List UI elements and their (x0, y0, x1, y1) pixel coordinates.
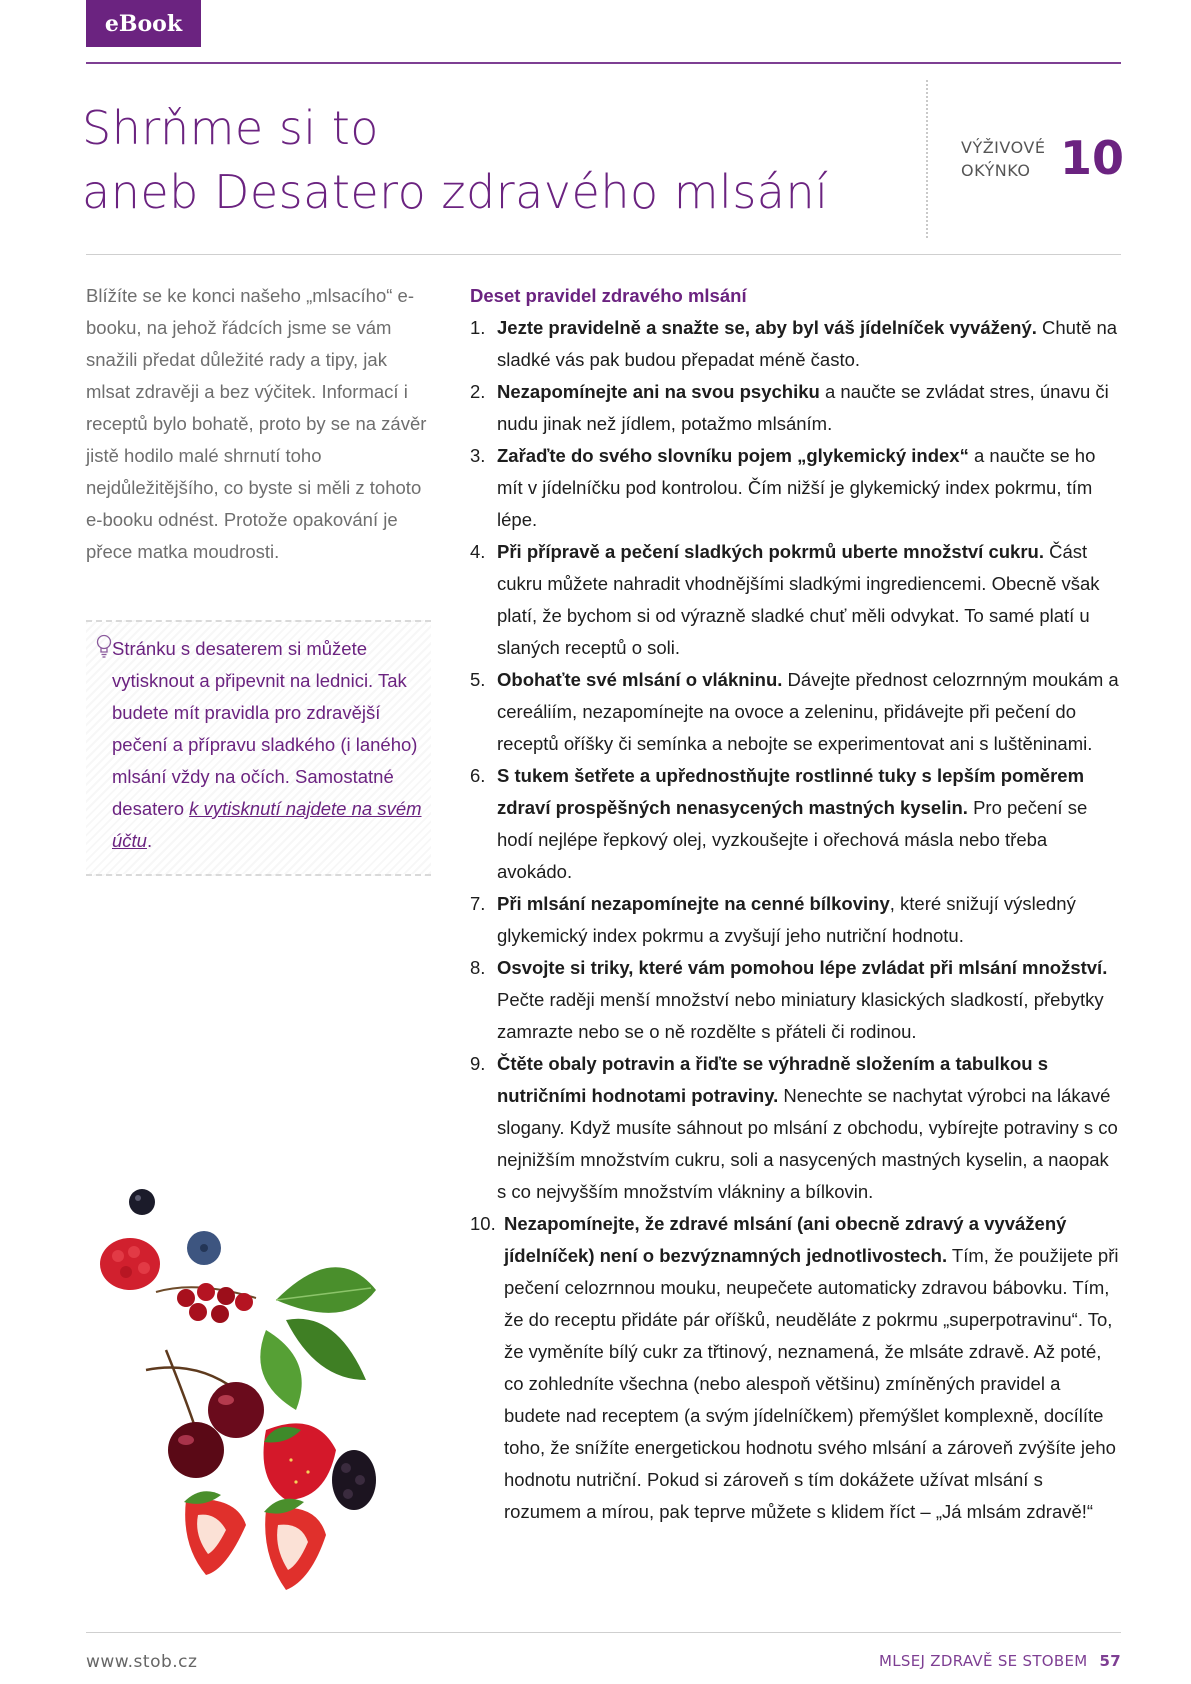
rule-text: Pro pečení se hodí nejlépe řepkový olej, vyzkoušejte i ořechová másla nebo třeba avokádo. (497, 797, 1088, 882)
rule-text: Dávejte přednost celozrnným moukám a cereáliím, nezapomínejte na ovoce a zeleninu, přidávejte při pečení do receptů oříšky či semínka a nebojte se experimentovat ani s luštěninami. (497, 669, 1119, 754)
rule-text: Tím, že použijete při pečení celozrnnou mouku, neupečete automaticky zdravou bábovku. Tím, že do receptu přidáte pár oříšků, neuděláte z pokrmu „superpotravinu“. To, že vyměníte bílý cukr za třtinový, neznamená, že mlsáte zdravě. Až poté, co zohledníte všechna (nebo alespoň většinu) zmíněných pravidel a budete nad receptem (a svým jídelníčkem) přemýšlet komplexně, docílíte toho, že snížíte energetickou hodnotu svého mlsání a zároveň zvýšíte jeho hodnotu nutriční. Pokud si zároveň s tím dokážete užívat mlsání s rozumem a mírou, pak teprve můžete s klidem říct – „Já mlsám zdravě!“ (504, 1245, 1119, 1522)
footer-book-info (840, 1652, 1121, 1670)
header-divider (926, 80, 928, 238)
rule-bold: S tukem šetřete a upřednostňujte rostlinné tuky s lepším poměrem zdraví prospěšných nenasycených mastných kyselin. (497, 765, 1085, 818)
rule-text: , které snižují výsledný glykemický index pokrmu a zvyšují jeho nutriční hodnotu. (497, 893, 1076, 946)
intro-paragraph: Blížíte se ke konci našeho „mlsacího“ e-booku, na jehož řádcích jsme se vám snažili předat důležité rady a tipy, jak mlsat zdravěji a bez výčitek. Informací i receptů bylo bohatě, proto by se na závěr jistě hodilo malé shrnutí toho nejdůležitějšího, co byste si měli z tohoto e-booku odnést. Protože opakování je přece matka moudrosti. (86, 285, 427, 562)
raspberry (100, 1238, 160, 1290)
tip-body: Stránku s desaterem si můžete vytisknout a připevnit na lednici. Tak budete mít pravidla pro zdravější pečení a přípravu sladkého (i laného) mlsání vždy na očích. Samostatné desatero (112, 638, 418, 819)
list-item (470, 952, 1120, 1048)
rule-number: 8. (470, 957, 486, 978)
rule-number: 5. (470, 669, 486, 690)
rule-bold: Nezapomínejte, že zdravé mlsání (ani obecně zdravý a vyvážený jídelníček) není o bezvýznamných jednotlivostech. (504, 1213, 1067, 1266)
cherry (208, 1382, 264, 1438)
rules-heading: Deset pravidel zdravého mlsání (470, 285, 747, 306)
lightbulb-icon (96, 634, 112, 660)
ebook-badge: eBook (86, 0, 201, 47)
rule-text: Nenechte se nachytat výrobci na lákavé slogany. Když musíte sáhnout po mlsání z obchodu, vybírejte potraviny s co nejnižším množstvím cukru, soli a nasycených mastných kyselin, a naopak s co nejvyšším množstvím vlákniny a bílkovin. (497, 1085, 1118, 1202)
rules-section (470, 280, 1120, 1528)
rule-bold: Čtěte obaly potravin a řiďte se výhradně složením a tabulkou s nutričními hodnotami potraviny. (497, 1053, 1048, 1106)
leaf (276, 1267, 376, 1313)
rule-number: 1. (470, 317, 486, 338)
window-label-line-1: VÝŽIVOVÉ (961, 138, 1046, 157)
cherry (168, 1422, 224, 1478)
rule-bold: Zařaďte do svého slovníku pojem „glykemický index“ (497, 445, 969, 466)
print-link[interactable]: k vytisknutí najdete na svém účtu (112, 798, 422, 851)
rule-bold: Jezte pravidelně a snažte se, aby byl váš jídelníček vyvážený. (497, 317, 1037, 338)
rule-text: Pečte raději menší množství nebo miniatury klasických sladkostí, přebytky zamrazte nebo se o ně rozdělte s přáteli či rodinou. (497, 989, 1104, 1042)
window-label (961, 136, 1051, 182)
footer-book-title: MLSEJ ZDRAVĚ SE STOBEM (879, 1652, 1088, 1670)
list-item (470, 664, 1120, 760)
blackcurrant (129, 1189, 155, 1215)
rule-number: 2. (470, 381, 486, 402)
rule-text: Část cukru můžete nahradit vhodnějšími sladkými ingrediencemi. Obecně však platí, že bychom si od výrazně sladké chuť měli odvykat. To samé platí u slaných receptů o soli. (497, 541, 1100, 658)
rule-bold: Při mlsání nezapomínejte na cenné bílkoviny (497, 893, 890, 914)
header-rule (86, 254, 1121, 255)
list-item (470, 760, 1120, 888)
rule-text: Chutě na sladké vás pak budou přepadat méně často. (497, 317, 1118, 370)
blackberry (332, 1450, 376, 1510)
list-item (470, 312, 1120, 376)
rule-bold: Nezapomínejte ani na svou psychiku (497, 381, 820, 402)
rule-text: a naučte se zvládat stres, únavu či nudu jinak než jídlem, potažmo mlsáním. (497, 381, 1109, 434)
fruit-illustration (86, 1180, 446, 1610)
redcurrant (177, 1289, 195, 1307)
rule-text: a naučte se ho mít v jídelníčku pod kontrolou. Čím nižší je glykemický index pokrmu, tím lépe. (497, 445, 1096, 530)
tip-end: . (146, 830, 153, 851)
top-rule (86, 62, 1121, 64)
list-item (470, 440, 1120, 536)
footer-website[interactable]: www.stob.cz (86, 1652, 198, 1672)
tip-box (86, 620, 431, 876)
rule-number: 6. (470, 765, 486, 786)
list-item (470, 376, 1120, 440)
rule-number: 10. (470, 1213, 496, 1234)
window-label-line-2: OKÝNKO (961, 161, 1031, 180)
list-item (470, 888, 1120, 952)
rule-bold: Obohaťte své mlsání o vlákninu. (497, 669, 783, 690)
rule-bold: Při přípravě a pečení sladkých pokrmů uberte množství cukru. (497, 541, 1044, 562)
rule-number: 3. (470, 445, 486, 466)
page-number: 57 (1099, 1652, 1121, 1670)
list-item (470, 536, 1120, 664)
rule-bold: Osvojte si triky, které vám pomohou lépe zvládat při mlsání množství. (497, 957, 1108, 978)
title-line-2: aneb Desatero zdravého mlsání (82, 165, 829, 219)
rule-number: 7. (470, 893, 486, 914)
rule-number: 9. (470, 1053, 486, 1074)
page-title (82, 96, 862, 224)
list-item (470, 1048, 1120, 1208)
title-line-1: Shrňme si to (82, 101, 379, 155)
list-item (470, 1208, 1120, 1528)
window-number: 10 (1060, 131, 1125, 185)
rule-number: 4. (470, 541, 486, 562)
tip-text (112, 633, 428, 857)
footer-rule (86, 1632, 1121, 1633)
